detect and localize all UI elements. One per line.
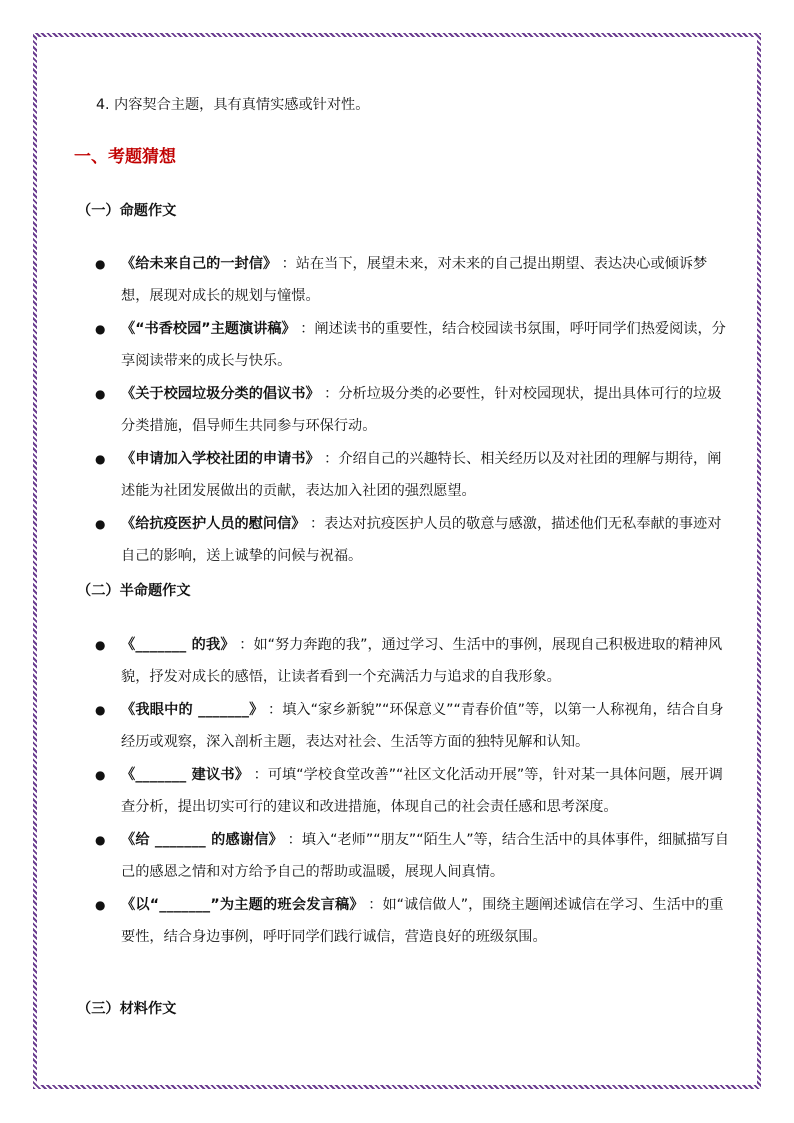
list-item [0, 313, 733, 377]
list-item [0, 378, 733, 442]
essay-title: 《给 _______ 的感谢信》 [121, 832, 284, 848]
bullet-icon: ● [95, 452, 106, 466]
subsection-title-proposition: （一）命题作文 [77, 203, 177, 219]
bullet-icon: ● [95, 322, 106, 336]
essay-title: 《以“_______”为主题的班会发言稿》 [121, 897, 364, 913]
essay-title: 《关于校园垃圾分类的倡议书》 [121, 386, 320, 402]
essay-description: ：填入“老师”“朋友”“陌生人”等，结合生活中的具体事件，细腻描写自己的感恩之情和对方给予自己的帮助或温暖，展现人间真情。 [121, 832, 729, 880]
bullet-icon: ● [95, 898, 106, 912]
bullet-icon: ● [95, 638, 106, 652]
bullet-icon: ● [95, 768, 106, 782]
essay-title: 《给抗疫医护人员的慰问信》 [121, 516, 306, 532]
essay-description: ：站在当下，展望未来，对未来的自己提出期望、表达决心或倾诉梦想，展现对成长的规划与憧憬。 [121, 256, 708, 304]
essay-description: ：填入“家乡新貌”“环保意义”“青春价值”等，以第一人称视角，结合自身经历或观察，深入剖析主题，表达对社会、生活等方面的独特见解和认知。 [121, 702, 724, 750]
bullet-icon: ● [95, 517, 106, 531]
essay-title: 《_______ 的我》 [121, 637, 235, 653]
list-item [0, 508, 733, 572]
bullet-icon: ● [95, 703, 106, 717]
essay-description: ：表达对抗疫医护人员的敬意与感激，描述他们无私奉献的事迹对自己的影响，送上诚挚的问候与祝福。 [121, 516, 722, 564]
bullet-icon: ● [95, 257, 106, 271]
essay-description: ：如“诚信做人”，围绕主题阐述诚信在学习、生活中的重要性，结合身边事例，呼吁同学们践行诚信，营造良好的班级氛围。 [121, 897, 724, 945]
essay-title: 《申请加入学校社团的申请书》 [121, 451, 320, 467]
essay-description: ：阐述读书的重要性，结合校园读书氛围，呼吁同学们热爱阅读，分享阅读带来的成长与快乐。 [121, 321, 726, 369]
essay-title: 《_______ 建议书》 [121, 767, 250, 783]
section-title-exam-guess: 一、考题猜想 [74, 147, 176, 167]
essay-title: 《“书香校园”主题演讲稿》 [121, 321, 296, 337]
list-item [0, 248, 733, 312]
essay-description: ：可填“学校食堂改善”“社区文化活动开展”等，针对某一具体问题，展开调查分析，提出切实可行的建议和改进措施，体现自己的社会责任感和思考深度。 [121, 767, 723, 815]
essay-description: ：介绍自己的兴趣特长、相关经历以及对社团的理解与期待，阐述能为社团发展做出的贡献，表达加入社团的强烈愿望。 [121, 451, 722, 499]
semi-proposition-essay-list [0, 629, 794, 954]
essay-title: 《我眼中的 _______》 [121, 702, 264, 718]
essay-description: ：分析垃圾分类的必要性，针对校园现状，提出具体可行的垃圾分类措施，倡导师生共同参与环保行动。 [121, 386, 722, 434]
list-item [0, 759, 733, 823]
requirement-point-4: 4. 内容契合主题，具有真情实感或针对性。 [96, 97, 370, 113]
list-item [0, 824, 733, 888]
list-item [0, 889, 733, 953]
subsection-title-material: （三）材料作文 [77, 1001, 177, 1017]
proposition-essay-list [0, 248, 794, 573]
essay-description: ：如“努力奔跑的我”，通过学习、生活中的事例，展现自己积极进取的精神风貌，抒发对成长的感悟，让读者看到一个充满活力与追求的自我形象。 [121, 637, 723, 685]
bullet-icon: ● [95, 833, 106, 847]
subsection-title-semi-proposition: （二）半命题作文 [77, 583, 191, 599]
list-item [0, 629, 733, 693]
essay-title: 《给未来自己的一封信》 [121, 256, 278, 272]
list-item [0, 443, 733, 507]
bullet-icon: ● [95, 387, 106, 401]
list-item [0, 694, 733, 758]
